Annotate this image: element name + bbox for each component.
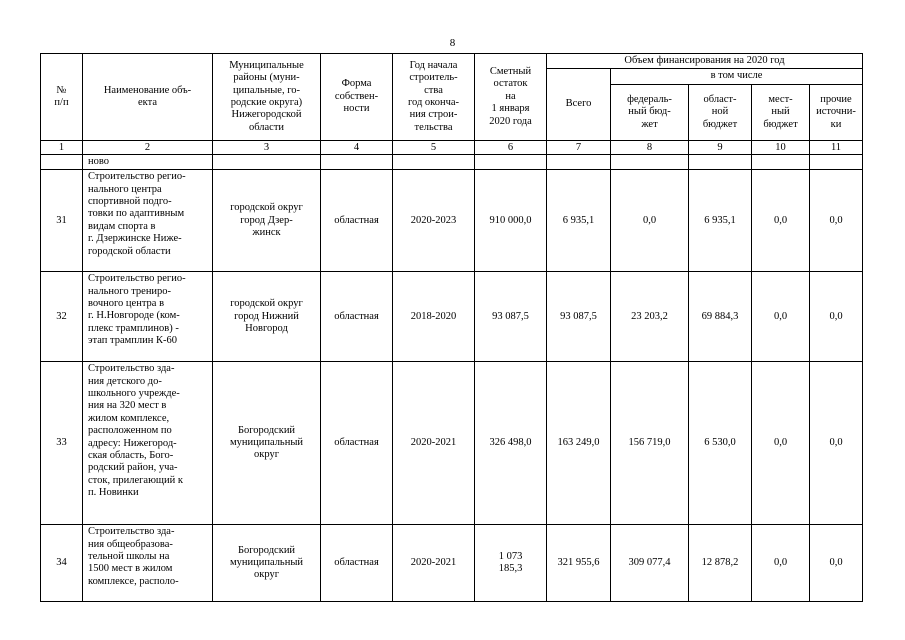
- row-num: 31: [41, 170, 83, 272]
- other-sources: 0,0: [810, 170, 863, 272]
- object-name: Строительство регио- нального трениро- вочного центра в г. Н.Новгороде (ком- плекс трамплинов) - этап трамплин К-60: [83, 272, 213, 362]
- local-budget: 0,0: [752, 525, 810, 602]
- carry-over-name: ново: [83, 154, 213, 169]
- header-local: мест- ный бюджет: [752, 84, 810, 140]
- column-number: 5: [393, 140, 475, 154]
- estimate-balance: 326 498,0: [475, 362, 547, 525]
- federal-budget: 0,0: [611, 170, 689, 272]
- column-number: 2: [83, 140, 213, 154]
- column-number: 10: [752, 140, 810, 154]
- table-row: [41, 362, 863, 525]
- ownership: областная: [321, 170, 393, 272]
- local-budget: 0,0: [752, 362, 810, 525]
- row-num: 34: [41, 525, 83, 602]
- regional-budget: 69 884,3: [689, 272, 752, 362]
- carry-over-row: [41, 154, 863, 169]
- column-number: 8: [611, 140, 689, 154]
- district: городской округ город Нижний Новгород: [213, 272, 321, 362]
- other-sources: 0,0: [810, 525, 863, 602]
- regional-budget: 6 935,1: [689, 170, 752, 272]
- other-sources: 0,0: [810, 362, 863, 525]
- header-funding: Объем финансирования на 2020 год: [547, 54, 863, 69]
- district: Богородский муниципальный округ: [213, 362, 321, 525]
- estimate-balance: 910 000,0: [475, 170, 547, 272]
- total-funding: 321 955,6: [547, 525, 611, 602]
- financing-table: [40, 53, 863, 602]
- federal-budget: 156 719,0: [611, 362, 689, 525]
- column-number: 11: [810, 140, 863, 154]
- column-number: 4: [321, 140, 393, 154]
- local-budget: 0,0: [752, 272, 810, 362]
- header-other: прочие источни- ки: [810, 84, 863, 140]
- column-number: 6: [475, 140, 547, 154]
- header-balance: Сметный остаток на 1 января 2020 года: [475, 54, 547, 141]
- row-num: 32: [41, 272, 83, 362]
- row-num: 33: [41, 362, 83, 525]
- header-years: Год начала строитель- ства год оконча- ния строи- тельства: [393, 54, 475, 141]
- construction-years: 2018-2020: [393, 272, 475, 362]
- total-funding: 6 935,1: [547, 170, 611, 272]
- header-ownership: Форма собствен- ности: [321, 54, 393, 141]
- ownership: областная: [321, 525, 393, 602]
- construction-years: 2020-2021: [393, 362, 475, 525]
- local-budget: 0,0: [752, 170, 810, 272]
- total-funding: 163 249,0: [547, 362, 611, 525]
- header-name: Наименование объ- екта: [83, 54, 213, 141]
- federal-budget: 309 077,4: [611, 525, 689, 602]
- object-name: Строительство зда- ния общеобразова- тельной школы на 1500 мест в жилом комплексе, располо-: [83, 525, 213, 602]
- column-number: 1: [41, 140, 83, 154]
- column-number: 9: [689, 140, 752, 154]
- total-funding: 93 087,5: [547, 272, 611, 362]
- estimate-balance: 1 073 185,3: [475, 525, 547, 602]
- header-regional: област- ной бюджет: [689, 84, 752, 140]
- header-including: в том числе: [611, 69, 863, 84]
- table-row: [41, 170, 863, 272]
- other-sources: 0,0: [810, 272, 863, 362]
- header-total: Всего: [547, 69, 611, 140]
- ownership: областная: [321, 362, 393, 525]
- header-federal: федераль- ный бюд- жет: [611, 84, 689, 140]
- column-number: 3: [213, 140, 321, 154]
- ownership: областная: [321, 272, 393, 362]
- table-row: [41, 525, 863, 602]
- object-name: Строительство регио- нального центра спортивной подго- товки по адаптивным видам спорта в г. Дзержинске Ниже- городской области: [83, 170, 213, 272]
- regional-budget: 12 878,2: [689, 525, 752, 602]
- column-number: 7: [547, 140, 611, 154]
- construction-years: 2020-2021: [393, 525, 475, 602]
- header-num: № п/п: [41, 54, 83, 141]
- construction-years: 2020-2023: [393, 170, 475, 272]
- district: Богородский муниципальный округ: [213, 525, 321, 602]
- federal-budget: 23 203,2: [611, 272, 689, 362]
- header-district: Муниципальные районы (муни- ципальные, го- родские округа) Нижегородской области: [213, 54, 321, 141]
- object-name: Строительство зда- ния детского до- школьного учрежде- ния на 320 мест в жилом комплексе, расположенном по адресу: Нижегород- ская область, Бого- родский район, уча- сток, прилегающий к п. Новинки: [83, 362, 213, 525]
- column-number-row: [41, 140, 863, 154]
- estimate-balance: 93 087,5: [475, 272, 547, 362]
- district: городской округ город Дзер- жинск: [213, 170, 321, 272]
- page-number: 8: [449, 37, 456, 49]
- regional-budget: 6 530,0: [689, 362, 752, 525]
- table-row: [41, 272, 863, 362]
